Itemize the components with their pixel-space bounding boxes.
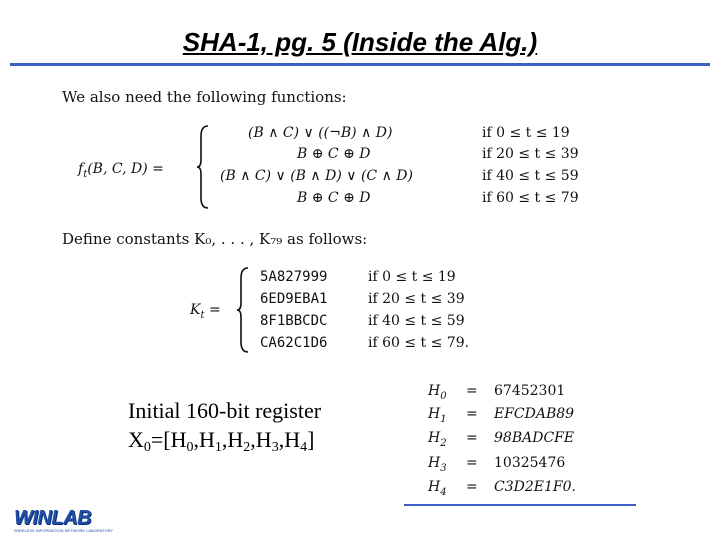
h-value: 10325476: [494, 455, 566, 471]
h-row: [428, 455, 648, 475]
h-row: [428, 383, 648, 403]
k-case-cond: if 0 ≤ t ≤ 19: [368, 269, 456, 285]
slide-title: SHA-1, pg. 5 (Inside the Alg.): [182, 27, 538, 57]
ft-lhs: $f_t(B$, C, D) =: [78, 161, 164, 180]
h-sub: 3: [440, 462, 447, 474]
h-value: 98BADCFE: [494, 430, 575, 446]
constants-brace: [236, 266, 250, 354]
k-case-cond: if 20 ≤ t ≤ 39: [368, 291, 465, 307]
h-row: [428, 406, 648, 426]
h-eq: =: [466, 406, 478, 422]
f-case-cond: if 0 ≤ t ≤ 19: [482, 125, 570, 141]
winlab-logo: [14, 508, 118, 536]
register-h-sub: 1: [214, 440, 222, 455]
h-value: EFCDAB89: [494, 406, 575, 422]
k-case-value: CA62C1D6: [260, 335, 328, 351]
h-name: H: [428, 479, 441, 495]
logo-wordmark: WINLAB: [14, 507, 91, 529]
constants-intro: Define constants K₀, . . . , K₇₉ as follows:: [62, 230, 368, 248]
functions-intro: We also need the following functions:: [62, 88, 347, 106]
h-sub: 1: [440, 413, 447, 425]
h-sub: 4: [440, 486, 447, 498]
h-row: [428, 430, 648, 450]
f-case-cond: if 60 ≤ t ≤ 79: [482, 190, 579, 206]
register-x: X: [128, 427, 144, 452]
h-sub: 2: [440, 437, 447, 449]
f-case-expr: B ⊕ C ⊕ D: [297, 190, 371, 206]
h-row: [428, 479, 648, 499]
functions-brace: [196, 124, 210, 210]
kt-lhs: $K_t$ =: [190, 302, 221, 321]
h-eq: =: [466, 479, 478, 495]
k-case-value: 5A827999: [260, 269, 328, 285]
register-h-sub: 3: [271, 440, 279, 455]
h-eq: =: [466, 430, 478, 446]
logo-tagline: WIRELESS INFORMATION NETWORK LABORATORY: [14, 528, 114, 533]
register-h-sub: 2: [243, 440, 251, 455]
register-h-sub: 4: [300, 440, 308, 455]
register-formula: $X_0=[H_0,H_1,H_2,H_3,H_4]$: [128, 427, 315, 455]
f-case-expr: B ⊕ C ⊕ D: [297, 146, 371, 162]
k-case-value: 8F1BBCDC: [260, 313, 328, 329]
register-description: Initial 160-bit register: [128, 398, 322, 423]
h-name: H: [428, 383, 441, 399]
h-value: 67452301: [494, 383, 566, 399]
f-case-expr: (B ∧ C) ∨ ((¬B) ∧ D): [248, 125, 393, 141]
f-case-cond: if 40 ≤ t ≤ 59: [482, 168, 579, 184]
k-case-cond: if 40 ≤ t ≤ 59: [368, 313, 465, 329]
f-case-cond: if 20 ≤ t ≤ 39: [482, 146, 579, 162]
h-eq: =: [466, 383, 478, 399]
register-h-sub: 0: [186, 440, 194, 455]
k-case-value: 6ED9EBA1: [260, 291, 328, 307]
h-name: H: [428, 406, 441, 422]
h-name: H: [428, 455, 441, 471]
k-case-cond: if 60 ≤ t ≤ 79.: [368, 335, 470, 351]
footer-rule: [404, 504, 636, 506]
title-underline-rule: [10, 63, 710, 66]
h-eq: =: [466, 455, 478, 471]
register-x-sub: 0: [143, 440, 151, 455]
h-value: C3D2E1F0.: [494, 479, 576, 495]
h-sub: 0: [440, 390, 447, 402]
f-case-expr: (B ∧ C) ∨ (B ∧ D) ∨ (C ∧ D): [220, 168, 413, 184]
h-name: H: [428, 430, 441, 446]
